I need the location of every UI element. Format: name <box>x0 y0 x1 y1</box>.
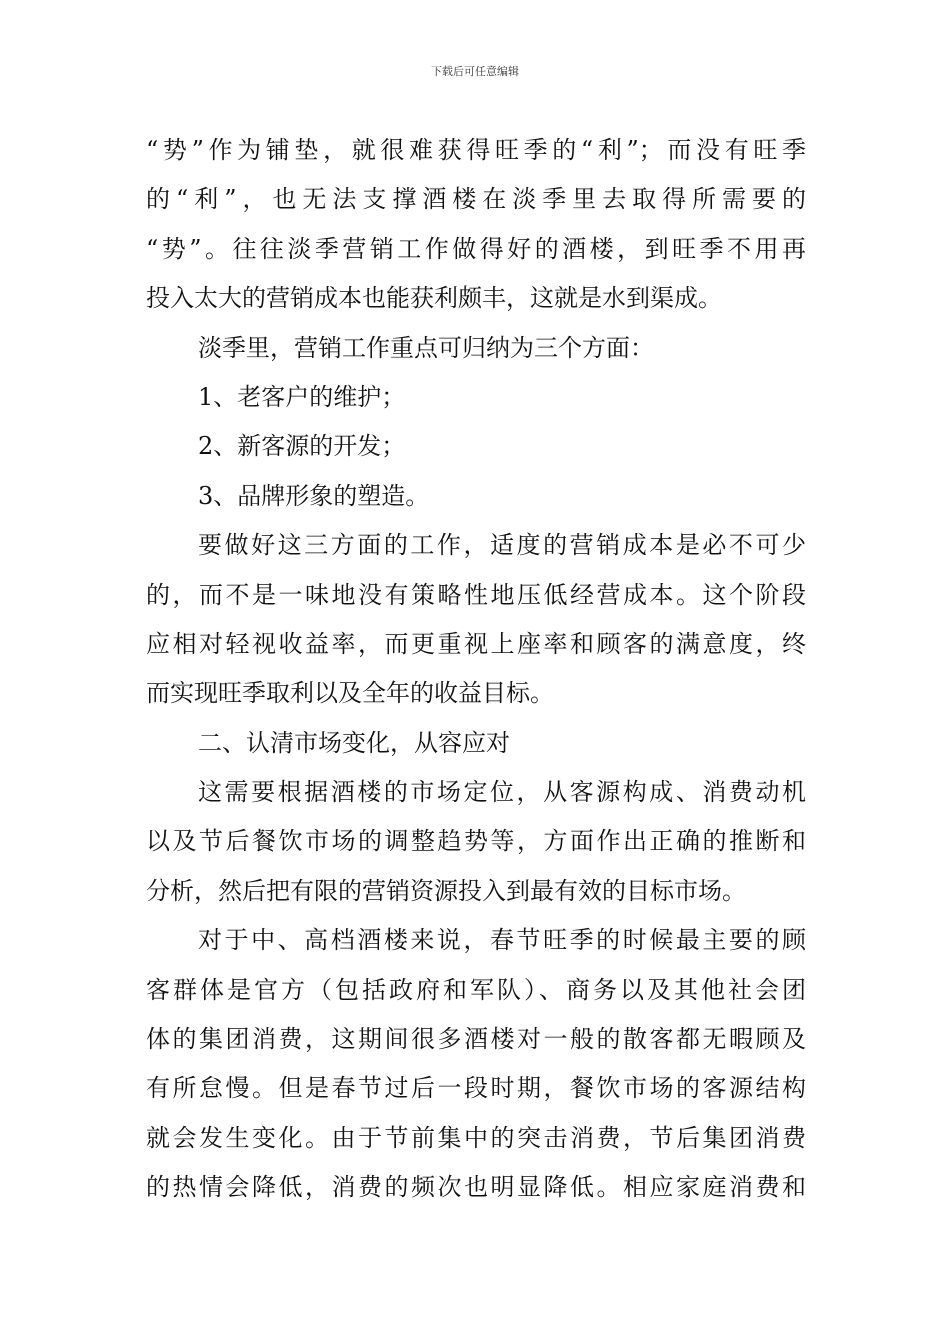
text-line-5: 淡季里，营销工作重点可归纳为三个方面： <box>198 333 654 362</box>
text-line-14: 这需要根据酒楼的市场定位，从客源构成、消费动机 <box>198 778 806 807</box>
text-line-16: 分析，然后把有限的营销资源投入到最有效的目标市场。 <box>146 876 746 905</box>
text-line-19: 体的集团消费，这期间很多酒楼对一般的散客都无暇顾及 <box>146 1025 806 1054</box>
text-line-12: 而实现旺季取利以及全年的收益目标。 <box>146 679 554 708</box>
page-header: 下载后可任意编辑 <box>431 65 519 78</box>
text-line-15: 以及节后餐饮市场的调整趋势等，方面作出正确的推断和 <box>146 827 806 856</box>
text-line-18: 客群体是官方（包括政府和军队）、商务以及其他社会团 <box>146 975 806 1004</box>
section-heading: 二、认清市场变化，从容应对 <box>198 728 510 757</box>
text-line-11: 应相对轻视收益率，而更重视上座率和顾客的满意度，终 <box>146 629 806 658</box>
text-line-21: 就会发生变化。由于节前集中的突击消费，节后集团消费 <box>146 1123 806 1152</box>
list-item-3: 3、品牌形象的塑造。 <box>198 481 430 510</box>
text-line-22: 的热情会降低，消费的频次也明显降低。相应家庭消费和 <box>146 1173 806 1202</box>
text-line-4: 投入太大的营销成本也能获利颇丰，这就是水到渠成。 <box>146 284 722 313</box>
text-line-9: 要做好这三方面的工作，适度的营销成本是必不可少 <box>198 531 806 560</box>
text-line-2: 的“利”，也无法支撑酒楼在淡季里去取得所需要的 <box>146 185 806 214</box>
list-item-1: 1、老客户的维护； <box>198 382 406 411</box>
text-line-3: “势”。往往淡季营销工作做得好的酒楼，到旺季不用再 <box>146 234 806 263</box>
text-line-10: 的，而不是一味地没有策略性地压低经营成本。这个阶段 <box>146 580 806 609</box>
list-item-2: 2、新客源的开发； <box>198 432 406 461</box>
document-body <box>146 126 806 1213</box>
text-line-1: “势”作为铺垫，就很难获得旺季的“利”；而没有旺季 <box>146 136 806 164</box>
text-line-17: 对于中、高档酒楼来说，春节旺季的时候最主要的顾 <box>198 926 806 955</box>
text-line-20: 有所怠慢。但是春节过后一段时期，餐饮市场的客源结构 <box>146 1074 806 1103</box>
